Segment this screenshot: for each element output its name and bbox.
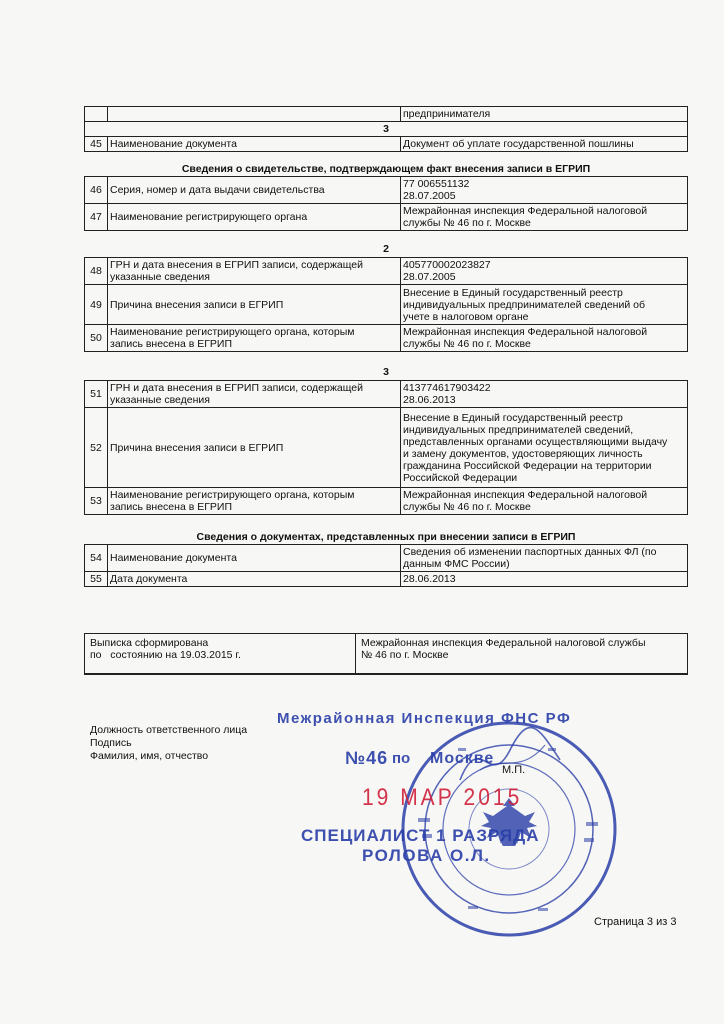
row-value: 413774617903422 28.06.2013: [401, 381, 688, 408]
table-row: [85, 107, 688, 122]
table-row: [85, 285, 688, 325]
stamp-position: СПЕЦИАЛИСТ 1 РАЗРЯДА: [301, 826, 540, 845]
row-name: Наименование регистрирующего органа, которым запись внесена в ЕГРИП: [108, 488, 401, 515]
row-value: 28.06.2013: [401, 572, 688, 587]
row-value: Внесение в Единый государственный реестр индивидуальных предпринимателей сведений об учете в налоговом органе: [401, 285, 688, 325]
group-label: 2: [383, 243, 389, 255]
signature-label: Подпись: [90, 737, 132, 749]
table-row: [85, 408, 688, 488]
section-title: Сведения о документах, представленных при внесении записи в ЕГРИП: [196, 531, 576, 543]
row-value: Внесение в Единый государственный реестр индивидуальных предпринимателей сведений, представленных органами осуществляющими выдачу и замену документов, удостоверяющих личность гражданина Российской Федерации на территории Российской Федерации: [401, 408, 688, 488]
full-name-label: Фамилия, имя, отчество: [90, 750, 209, 762]
stamp-inspection-line: Межрайонная Инспекция ФНС РФ: [277, 710, 572, 727]
row-number: 45: [85, 137, 108, 152]
divider: [84, 674, 688, 675]
handwritten-signature: [450, 720, 570, 800]
table-row: [85, 545, 688, 572]
row-value: 77 006551132 28.07.2005: [401, 177, 688, 204]
stamp-po: по: [392, 750, 411, 767]
group-label: 3: [85, 122, 688, 137]
row-name: Дата документа: [108, 572, 401, 587]
table-row: [85, 177, 688, 204]
stamp-city: Москве: [430, 750, 495, 767]
row-value: 405770002023827 28.07.2005: [401, 258, 688, 285]
table-cert: [84, 176, 688, 231]
row-name: Причина внесения записи в ЕГРИП: [108, 285, 401, 325]
group-label: 3: [383, 366, 389, 378]
cell-value: предпринимателя: [401, 107, 688, 122]
stamp-date: 19 МАР 2015: [362, 784, 523, 811]
position-label: Должность ответственного лица: [90, 724, 248, 736]
table-row: [85, 381, 688, 408]
row-number: 52: [85, 408, 108, 488]
table-row: [85, 137, 688, 152]
section-title: Сведения о свидетельстве, подтверждающем факт внесения записи в ЕГРИП: [181, 163, 591, 175]
table-row: [85, 258, 688, 285]
issuer-cell: Межрайонная инспекция Федеральной налоговой службы № 46 по г. Москве: [356, 634, 688, 674]
row-number: 46: [85, 177, 108, 204]
stamp-mp: М.П.: [502, 764, 526, 776]
table-docs: [84, 544, 688, 587]
extract-date-cell: Выписка сформирована по состоянию на 19.03.2015 г.: [85, 634, 356, 674]
row-name: Наименование документа: [108, 545, 401, 572]
page-number: Страница 3 из 3: [594, 916, 677, 928]
table-top: [84, 106, 688, 152]
table-row: [85, 488, 688, 515]
row-name: Наименование регистрирующего органа, которым запись внесена в ЕГРИП: [108, 325, 401, 352]
group-header-row: [85, 122, 688, 137]
row-number: 51: [85, 381, 108, 408]
row-name: Причина внесения записи в ЕГРИП: [108, 408, 401, 488]
row-number: 47: [85, 204, 108, 231]
signature-block: [90, 724, 247, 763]
row-value: Сведения об изменении паспортных данных ФЛ (по данным ФМС России): [401, 545, 688, 572]
row-name: ГРН и дата внесения в ЕГРИП записи, содержащей указанные сведения: [108, 258, 401, 285]
row-number: 55: [85, 572, 108, 587]
row-number: 50: [85, 325, 108, 352]
row-number: 53: [85, 488, 108, 515]
stamp-name: РОЛОВА О.Л.: [362, 846, 491, 865]
row-number: 48: [85, 258, 108, 285]
table-row: [85, 325, 688, 352]
table-group3: [84, 380, 688, 515]
row-name: Серия, номер и дата выдачи свидетельства: [108, 177, 401, 204]
row-value: Межрайонная инспекция Федеральной налоговой службы № 46 по г. Москве: [401, 204, 688, 231]
row-name: Наименование документа: [108, 137, 401, 152]
table-row: [85, 204, 688, 231]
row-name: Наименование регистрирующего органа: [108, 204, 401, 231]
row-name: ГРН и дата внесения в ЕГРИП записи, содержащей указанные сведения: [108, 381, 401, 408]
stamp-number: №46: [345, 748, 389, 768]
row-number: 54: [85, 545, 108, 572]
table-row: [85, 572, 688, 587]
row-value: Межрайонная инспекция Федеральной налоговой службы № 46 по г. Москве: [401, 488, 688, 515]
table-group2: [84, 257, 688, 352]
row-value: Межрайонная инспекция Федеральной налоговой службы № 46 по г. Москве: [401, 325, 688, 352]
row-number: 49: [85, 285, 108, 325]
extract-info-box: [84, 633, 688, 674]
row-value: Документ об уплате государственной пошлины: [401, 137, 688, 152]
